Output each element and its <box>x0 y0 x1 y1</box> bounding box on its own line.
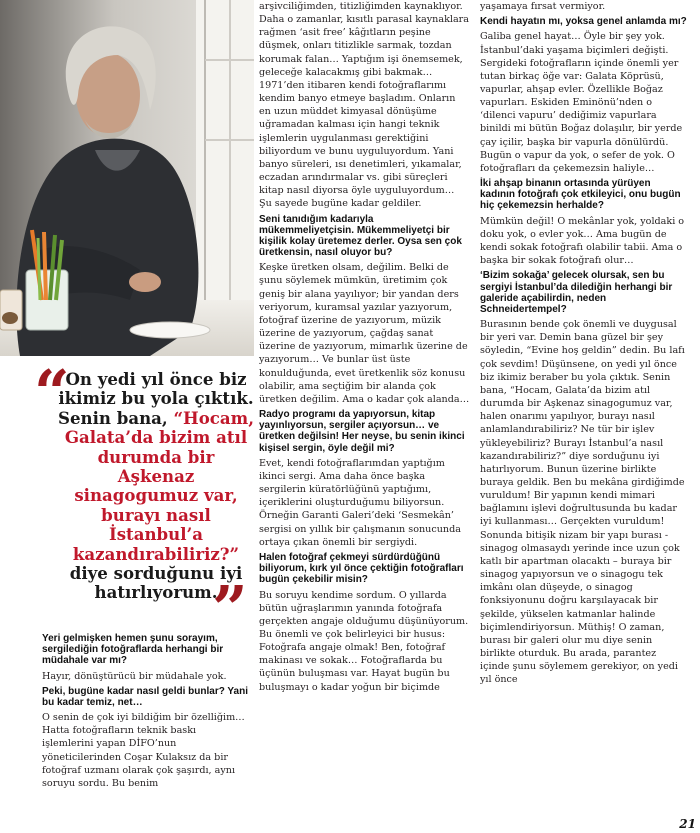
interview-answer: Mümkün değil! O mekânlar yok, yoldaki o doku yok, o evler yok… Ama bugün de kendi sokak fotoğrafı olabilir tabii. Ama o başka bir sokak fotoğrafı olur… <box>480 215 685 267</box>
pull-quote-part1: On yedi yıl önce biz ikimiz bu yola çıktık. Senin bana, <box>58 369 254 428</box>
interview-question: Peki, bugüne kadar nasıl geldi bunlar? Yani bu kadar temiz, net… <box>42 685 248 708</box>
interview-photo <box>0 0 254 356</box>
interview-question: İki ahşap binanın ortasında yürüyen kadının fotoğrafı çok etkileyici, onu bugün hiç çekemezsin herhalde? <box>480 178 681 212</box>
interview-answer: Keşke üretken olsam, değilim. Belki de şunu söylemek mümkün, üretimim çok geniş bir alana yayılıyor; bir yandan ders veriyorum, kuramsal yazılar yazıyorum, fotoğraf üzerine de yazıyorum, müzik üzerine de yazıyorum, çağdaş sanat üzerine de yazıyorum, mimarlık üzerine de yazıyorum… Ve bunlar üst üste konulduğunda, evet üretkenlik söz konusu olabilir, ama seçtiğim bir alanda çok üretken değilim. Ama o kadar çok alanda… <box>259 262 470 405</box>
interview-answer: O senin de çok iyi bildiğim bir özelliğim… Hatta fotoğrafların teknik baskı işlemlerini yapan DİFO’nun yöneticilerinden Coşar Kulaksız da bir fotoğraf uzmanı olarak çok şaşırdı, aynı soruyu sordu. Bu benim <box>42 712 245 789</box>
photo-illustration <box>0 0 254 356</box>
column-1 <box>42 630 249 790</box>
interview-question: Seni tanıdığım kadarıyla mükemmeliyetçisin. Mükemmeliyetçi bir kişilik kolay üretemez derler. Oysa sen çok üretkensin, nasıl oluyor bu? <box>259 213 462 259</box>
interview-question: Yeri gelmişken hemen şunu sorayım, sergilediğin fotoğraflarda herhangi bir müdahale var mı? <box>42 633 224 667</box>
interview-question: Halen fotoğraf çekmeyi sürdürdüğünü biliyorum, kırk yıl önce çektiğin fotoğrafları bugün çekebilir misin? <box>259 551 464 586</box>
pull-quote-highlight: “Hocam, Galata’da bizim atıl durumda bir Aşkenaz sinagogumuz var, burayı nasıl İstanbul’a kazandırabiliriz?” <box>64 407 254 564</box>
interview-answer: Evet, kendi fotoğraflarımdan yaptığım ikinci sergi. Ama daha önce başka sergilerin küratörlüğünü yaptığımı, içeriklerini oluşturduğumu biliyorsun. Örneğin Garanti Galeri’deki ‘Sesmekân’ sergisi on yıllık bir çalışmanın sonucunda ortaya çıkan önemli bir sergiydi. <box>259 457 461 548</box>
interview-answer: arşivciliğimden, titizliğimden kaynaklıyor. Daha o zamanlar, kısıtlı parasal kaynaklara rağmen ‘asit free’ kâğıtların peşine düşmek, onları titizlikle sarmak, tozdan korumak falan… Yaptığım işi önemsemek, geleceğe kalacakmış gibi bakmak… 1971’den itibaren kendi fotoğraflarımı kendim banyo etmeye başladım. Onların en uzun müddet kimyasal dönüşüme uğramadan kalması için hangi teknik işlemlerin uygulanması gerektiğini biliyordum ve bunu uyguluyordum. Yani banyo süreleri, ısı denetimleri, yıkamalar, eczadan arındırmalar vs. gibi süreçleri kitap nasıl diyorsa öyle uyguluyordum… Şu sayede bugüne kadar geldiler. <box>259 1 469 210</box>
interview-question: ‘Bizim sokağa’ gelecek olursak, sen bu sergiyi İstanbul’da dilediğin herhangi bir galeride açabilirdin, neden Schneidertempel? <box>480 270 673 315</box>
interview-answer: yaşamaya fırsat vermiyor. <box>480 1 606 12</box>
column-3 <box>480 0 688 687</box>
interview-question: Radyo programı da yapıyorsun, kitap yayınlıyorsun, sergiler açıyorsun… ve üretken değilsin! Her neyse, bu senin ikinci kişisel sergin, öyle değil mi? <box>259 409 465 454</box>
interview-question: Kendi hayatın mı, yoksa genel anlamda mı? <box>480 16 687 28</box>
close-quote-mark: ” <box>212 572 248 645</box>
interview-answer: Bu soruyu kendime sordum. O yıllarda bütün uğraşlarımın yanında fotoğrafa gerçekten angaje olduğumu düşünüyorum. Bu önemli ve çok belirleyici bir husus: Fotoğrafa angaje olmak! Ben, fotoğraf makinası ve sokak… Fotoğraflarda bu üçünün buluşması var. Hayat bugün bu buluşmayı o kadar yoğun bir biçimde <box>259 589 469 693</box>
interview-answer: Galiba genel hayat… Öyle bir şey yok. İstanbul’daki yaşama biçimleri değişti. Sergideki fotoğrafların içinde önemli yer tutan birkaç öğe var: Galata Köprüsü, vapurlar, ahşap evler. Özellikle Boğaz vapurları. Eskiden Eminönü’nden o ‘dilenci vapuru’ dediğimiz vapurlara binildi mi bütün Boğaz dolaşılır, bir yerde çay içilir, başka bir vapurla dönülürdü. Bugün o vapur da yok, o sefer de yok. O fotoğrafları da çekemezsin haliyle… <box>480 31 683 174</box>
column-2 <box>259 0 470 694</box>
page-number: 21 <box>679 817 696 831</box>
pull-quote-part2: diye sorduğunu iyi hatırlıyorum. <box>69 563 243 603</box>
open-quote-mark: “ <box>34 356 70 429</box>
interview-answer: Burasının bende çok önemli ve duygusal bir yeri var. Demin bana güzel bir şey söyledin, “Evine hoş geldin” dedin. Bu lafı çok sevdim! Düşünsene, on yedi yıl önce biz ikimiz beraber bu yola çıktık. Senin bana, “Hocam, Galata’da bizim atıl durumda bir Aşkenaz sinagogumuz var, halen onarımı yapılıyor, burayı nasıl anlamlandırabiliriz? Ne tür bir işlev yükleyebiliriz? Burayı İstanbul’a nasıl kazandırabiliriz?” diye sorduğunu iyi hatırlıyorum. Bunun üzerine birlikte buraya geldik. Ben bu mekâna girdiğimde vuruldum! Bir yapının kendi mimari bağlamını işlevi doğrultusunda bu kadar iyi kullanması… Gerçekten vuruldum! Sonunda bitişik nizam bir yapı burası - sinagog olmasaydı yerinde ince uzun çok katlı bir apartman olacaktı – buraya bir sinagog yapıyorsun ve o sinagogu tek imkânı olan düşeyde, o sinagog fonksiyonunu doğru karşılayacak bir şekilde, yükselen katmanlar halinde biçimlendiriyorsun. Müthiş! O zaman, burası bir galeri olur mu diye senin birlikte oturduk. Bu arada, parantez içinde şunu söylemem gerekiyor, on yedi yıl önce <box>480 319 685 686</box>
interview-answer: Hayır, dönüştürücü bir müdahale yok. <box>42 670 227 682</box>
pull-quote <box>58 370 254 603</box>
